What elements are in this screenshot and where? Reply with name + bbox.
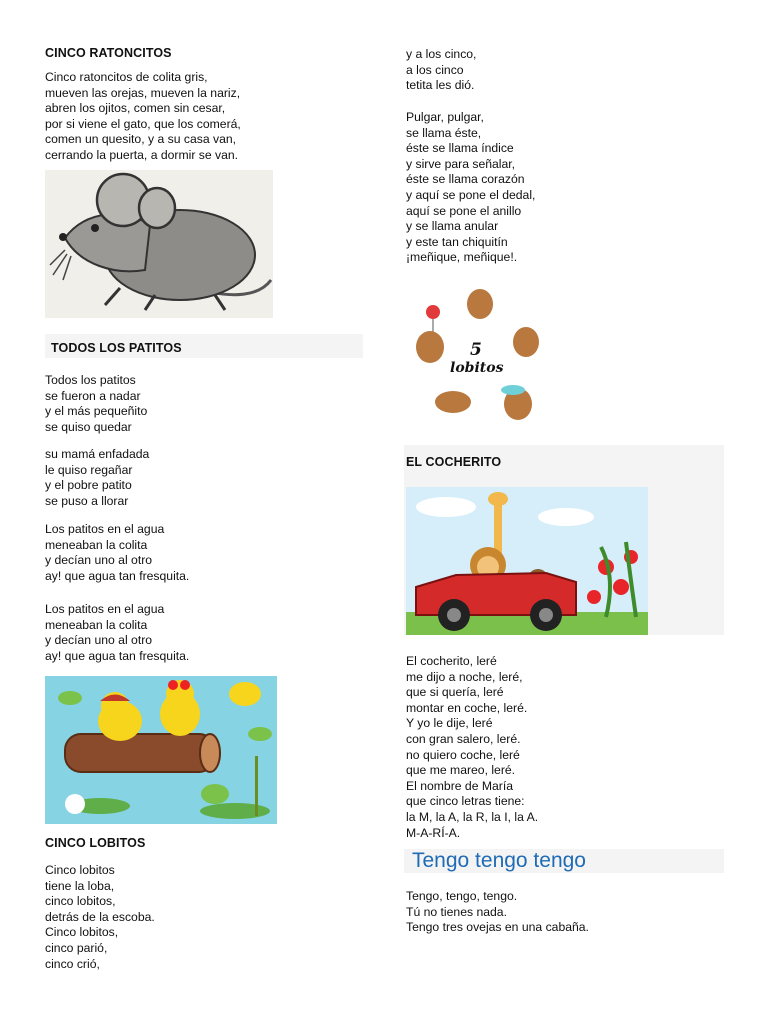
patitos-stanza-2: su mamá enfadada le quiso regañar y el pobre patito se puso a llorar [45, 447, 150, 508]
cocherito-illustration [406, 487, 648, 635]
tengo-text: Tengo, tengo, tengo. Tú no tienes nada. Tengo tres ovejas en una cabaña. [406, 889, 589, 935]
patitos-stanza-3: Los patitos en el agua meneaban la colita y decían uno al otro ay! que agua tan fresquita. [45, 522, 190, 583]
tengo-title: Tengo tengo tengo [412, 849, 586, 872]
lobitos-illustration [408, 282, 550, 430]
lobitos-title: CINCO LOBITOS [45, 836, 146, 850]
cocherito-title: EL COCHERITO [406, 455, 502, 469]
patitos-title: TODOS LOS PATITOS [51, 341, 182, 355]
cocherito-text: El cocherito, leré me dijo a noche, leré, que si quería, leré montar en coche, leré. Y yo le dije, leré con gran salero, leré. no quiero coche, leré que me mareo, leré. El nombre de María que cinco letras tiene: la M, la A, la R, la I, la A. M-A-RÍ-A. [406, 654, 539, 840]
ratoncitos-text: Cinco ratoncitos de colita gris, mueven las orejas, mueven la nariz, abren los ojitos, comen sin cesar, por si viene el gato, que los comerá, comen un quesito, y a su casa van, cerrando la puerta, a dormir se van. [45, 70, 241, 162]
mouse-illustration [45, 170, 273, 318]
patitos-stanza-1: Todos los patitos se fueron a nadar y el más pequeñito se quiso quedar [45, 373, 148, 434]
pulgar-text: Pulgar, pulgar, se llama éste, éste se llama índice y sirve para señalar, éste se llama corazón y aquí se pone el dedal, aquí se pone el anillo y se llama anular y este tan chiquitín ¡meñique, meñique!. [406, 110, 536, 265]
lobitos-image-number: 5 [470, 340, 482, 360]
lobitos-text: Cinco lobitos tiene la loba, cinco lobitos, detrás de la escoba. Cinco lobitos, cinco parió, cinco crió, [45, 863, 155, 971]
lobitos-continued: y a los cinco, a los cinco tetita les dió. [406, 47, 477, 93]
ratoncitos-title: CINCO RATONCITOS [45, 46, 172, 60]
lobitos-image-word: lobitos [450, 360, 504, 376]
patitos-stanza-4: Los patitos en el agua meneaban la colita y decían uno al otro ay! que agua tan fresquita. [45, 602, 190, 663]
ducks-illustration [45, 676, 277, 824]
